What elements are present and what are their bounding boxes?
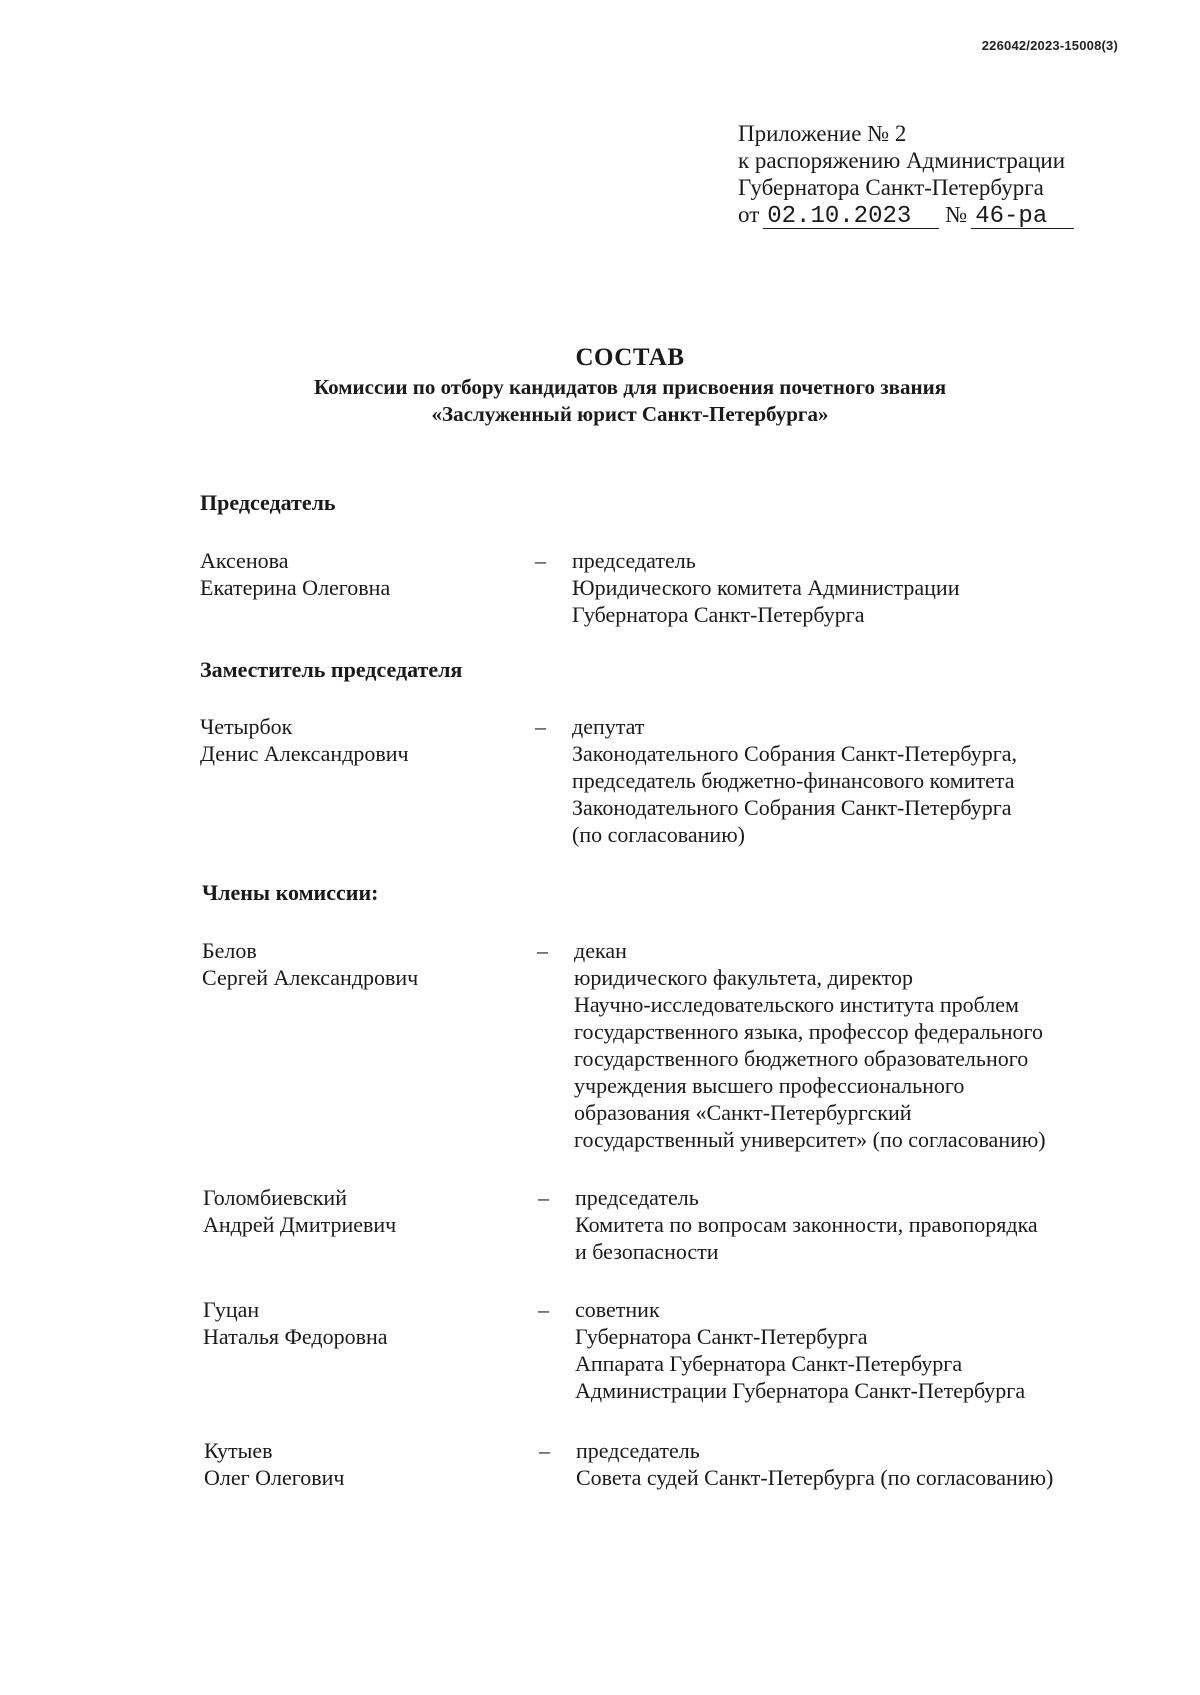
dash-separator: – (535, 714, 546, 739)
section-deputy-heading: Заместитель председателя (200, 657, 463, 682)
appendix-date-line (738, 201, 1074, 229)
document-subtitle-2: «Заслуженный юрист Санкт-Петербурга» (431, 402, 829, 426)
member-name: Белов Сергей Александрович (202, 938, 419, 990)
document-title-block (0, 342, 1200, 428)
order-date: 02.10.2023 (763, 206, 939, 229)
appendix-header (738, 120, 1074, 229)
member-position: председатель Комитета по вопросам законности, правопорядка и безопасности (575, 1185, 1038, 1264)
member-position: декан юридического факультета, директор Научно-исследовательского института проблем государственного языка, профессор федерального государственного бюджетного образовательного учреждения высшего профессионального образования «Санкт-Петербургский государственный университет» (по согласованию) (574, 938, 1046, 1152)
member-name: Четырбок Денис Александрович (200, 714, 409, 766)
from-label: от (738, 202, 760, 227)
member-name: Аксенова Екатерина Олеговна (200, 548, 391, 600)
document-subtitle-1: Комиссии по отбору кандидатов для присвоения почетного звания (313, 375, 947, 399)
number-label: № (945, 202, 968, 227)
section-members-heading: Члены комиссии: (202, 880, 379, 905)
appendix-line-1: Приложение № 2 (738, 121, 907, 146)
dash-separator: – (538, 1185, 549, 1210)
dash-separator: – (539, 1438, 550, 1463)
dash-separator: – (538, 1297, 549, 1322)
document-title: СОСТАВ (575, 344, 685, 371)
section-chair-heading: Председатель (200, 490, 336, 515)
member-name: Голомбиевский Андрей Дмитриевич (203, 1185, 397, 1237)
appendix-line-3: Губернатора Санкт-Петербурга (738, 175, 1044, 200)
member-name: Гуцан Наталья Федоровна (203, 1297, 388, 1349)
order-number: 46-ра (971, 206, 1074, 229)
member-name: Кутыев Олег Олегович (204, 1438, 345, 1490)
member-position: председатель Юридического комитета Администрации Губернатора Санкт-Петербурга (572, 548, 960, 627)
member-position: депутат Законодательного Собрания Санкт-Петербурга, председатель бюджетно-финансового комитета Законодательного Собрания Санкт-Петербурга (по согласованию) (572, 714, 1018, 847)
member-position: председатель Совета судей Санкт-Петербурга (по согласованию) (576, 1438, 1054, 1490)
dash-separator: – (537, 938, 548, 963)
member-position: советник Губернатора Санкт-Петербурга Аппарата Губернатора Санкт-Петербурга Администрации Губернатора Санкт-Петербурга (575, 1297, 1026, 1403)
document-registration-number: 226042/2023-15008(3) (981, 38, 1118, 53)
dash-separator: – (535, 548, 546, 573)
appendix-line-2: к распоряжению Администрации (738, 148, 1066, 173)
